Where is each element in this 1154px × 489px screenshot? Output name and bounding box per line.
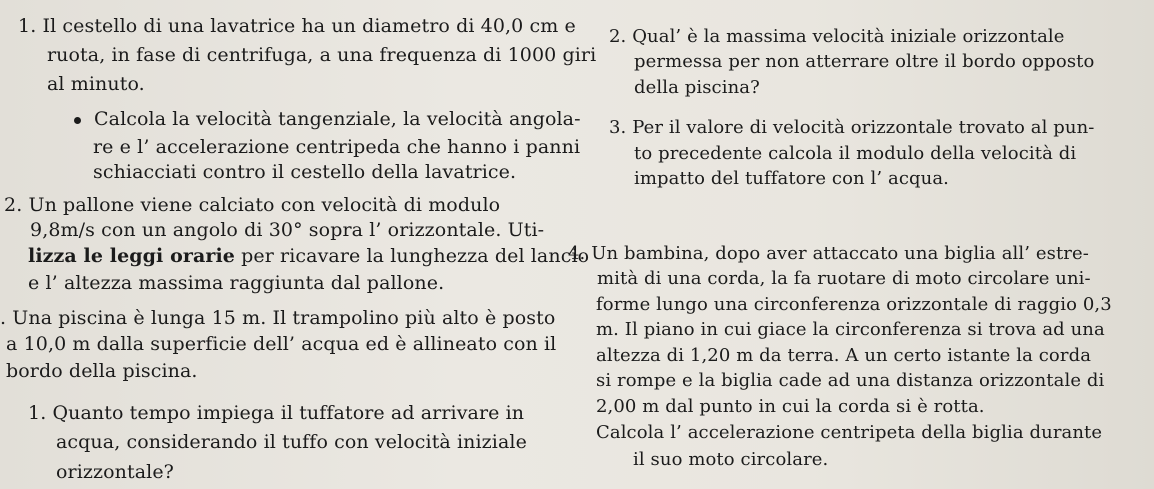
question-3-line-3: impatto del tuffatore con l’ acqua. <box>634 168 950 189</box>
problem-4-line-2: mità di una corda, la fa ruotare di moto circolare uni- <box>597 268 1091 289</box>
problem-4-line-4: m. Il piano in cui giace la circonferenza si trova ad una <box>596 319 1105 340</box>
problem-2-line-3-rest: per ricavare la lunghezza del lancio <box>234 245 590 267</box>
problem-3-line-3: bordo della piscina. <box>6 360 198 382</box>
problem-1-line-3: al minuto. <box>47 73 145 95</box>
problem-4-line-7: 2,00 m dal punto in cui la corda si è rotta. <box>596 396 985 417</box>
problem-1-task-line-2: re e l’ accelerazione centripeda che hanno i panni <box>93 136 581 158</box>
problem-4-line-6: si rompe e la biglia cade ad una distanza orizzontale di <box>596 370 1105 391</box>
problem-4-line-3: forme lungo una circonferenza orizzontale di raggio 0,3 <box>596 294 1112 315</box>
problem-4-line-8: Calcola l’ accelerazione centripeta della biglia durante <box>596 422 1103 443</box>
problem-2-line-1: 2. Un pallone viene calciato con velocità di modulo <box>4 194 501 216</box>
problem-3-line-1: . Una piscina è lunga 15 m. Il trampolino più alto è posto <box>0 307 556 329</box>
problem-1-task-line-1: Calcola la velocità tangenziale, la velocità angola- <box>94 108 581 130</box>
question-3-line-2: to precedente calcola il modulo della velocità di <box>634 143 1077 164</box>
problem-2-line-4: e l’ altezza massima raggiunta dal pallone. <box>28 272 445 294</box>
question-1-line-2: acqua, considerando il tuffo con velocità iniziale <box>56 431 527 453</box>
problem-3-line-2: a 10,0 m dalla superficie dell’ acqua ed è allineato con il <box>6 333 557 355</box>
problem-4-line-5: altezza di 1,20 m da terra. A un certo istante la corda <box>596 345 1092 366</box>
question-2-line-3: della piscina? <box>634 77 760 98</box>
problem-2-bold-phrase: lizza le leggi orarie <box>28 245 235 267</box>
problem-4-line-9: il suo moto circolare. <box>633 449 829 470</box>
problem-1-line-1: 1. Il cestello di una lavatrice ha un diametro di 40,0 cm e <box>18 15 576 37</box>
problem-2-line-2: 9,8m/s con un angolo di 30° sopra l’ orizzontale. Uti- <box>30 219 545 241</box>
question-3-line-1: 3. Per il valore di velocità orizzontale trovato al pun- <box>609 117 1095 138</box>
bullet-icon <box>74 117 81 124</box>
problem-1-task-line-3: schiacciati contro il cestello della lavatrice. <box>93 161 517 183</box>
question-1-line-3: orizzontale? <box>56 461 174 483</box>
question-2-line-1: 2. Qual’ è la massima velocità iniziale orizzontale <box>609 26 1065 47</box>
question-1-line-1: 1. Quanto tempo impiega il tuffatore ad arrivare in <box>28 402 525 424</box>
problem-2-line-3 <box>28 244 589 268</box>
problem-1-line-2: ruota, in fase di centrifuga, a una frequenza di 1000 giri <box>47 44 597 66</box>
problem-4-line-1: 4. Un bambina, dopo aver attaccato una biglia all’ estre- <box>568 243 1089 264</box>
question-2-line-2: permessa per non atterrare oltre il bordo opposto <box>634 51 1095 72</box>
